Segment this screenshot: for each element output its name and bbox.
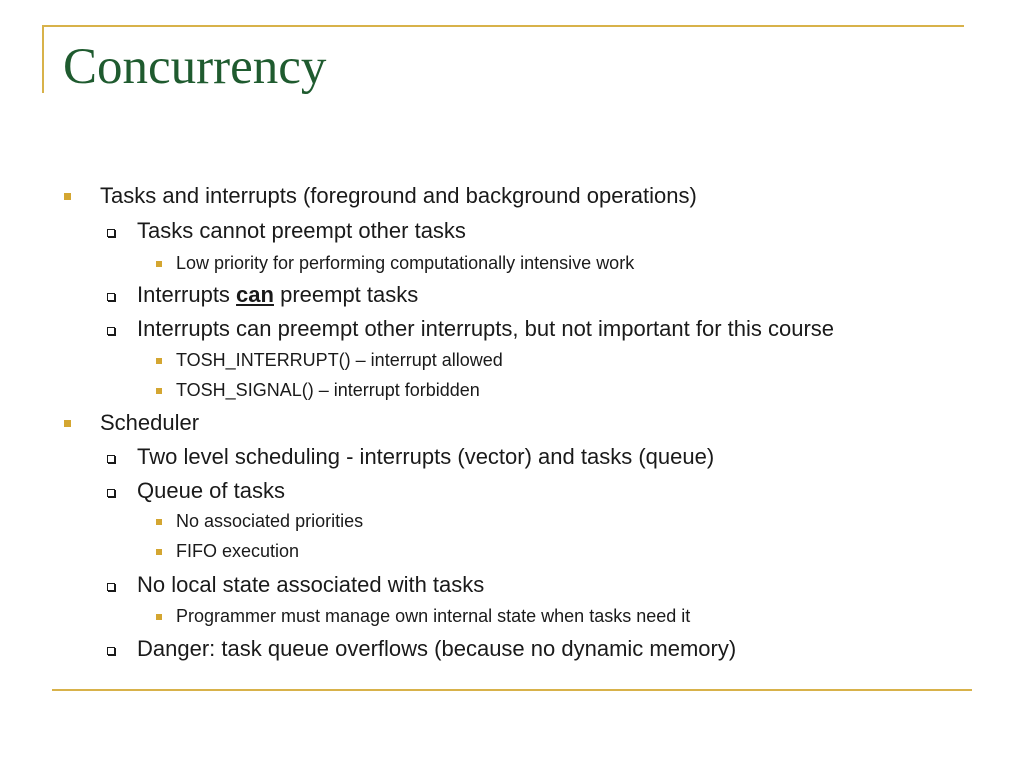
bullet-text: No local state associated with tasks [137, 572, 485, 597]
bullet-text: Queue of tasks [137, 478, 285, 503]
bullet-icon [107, 229, 115, 237]
bullet-text: Tasks cannot preempt other tasks [137, 218, 466, 243]
bullet-text: TOSH_SIGNAL() – interrupt forbidden [176, 380, 480, 400]
bullet-text: FIFO execution [176, 541, 300, 561]
emphasized-word: can [236, 282, 274, 307]
bullet-text-part: Interrupts [137, 282, 237, 307]
bullet-icon [107, 583, 115, 591]
bullet-icon [156, 358, 162, 364]
bullet-icon [107, 647, 115, 655]
bullet-icon [64, 420, 71, 427]
bullet-text: Danger: task queue overflows (because no dynamic memory) [137, 636, 737, 661]
bullet-text: Tasks and interrupts (foreground and background operations) [100, 183, 697, 208]
bullet-text: No associated priorities [176, 511, 364, 531]
bullet-icon [107, 327, 115, 335]
bullet-text: Interrupts can preempt other interrupts, but not important for this course [137, 316, 835, 341]
bullet-text: Two level scheduling - interrupts (vector) and tasks (queue) [137, 444, 715, 469]
bullet-icon [156, 388, 162, 394]
bullet-icon [156, 549, 162, 555]
bullet-text: Scheduler [100, 410, 200, 435]
bullet-text: TOSH_INTERRUPT() – interrupt allowed [176, 350, 503, 370]
slide-title: Concurrency [63, 39, 327, 95]
bullet-text: Low priority for performing computationally intensive work [176, 253, 635, 273]
bullet-text: Programmer must manage own internal state when tasks need it [176, 606, 691, 626]
bullet-icon [64, 193, 71, 200]
bullet-icon [156, 519, 162, 525]
bullet-icon [156, 261, 162, 267]
bullet-icon [156, 614, 162, 620]
bullet-icon [107, 293, 115, 301]
bullet-icon [107, 455, 115, 463]
bullet-icon [107, 489, 115, 497]
bullet-text [137, 284, 418, 306]
bullet-text-part: preempt tasks [273, 282, 419, 307]
